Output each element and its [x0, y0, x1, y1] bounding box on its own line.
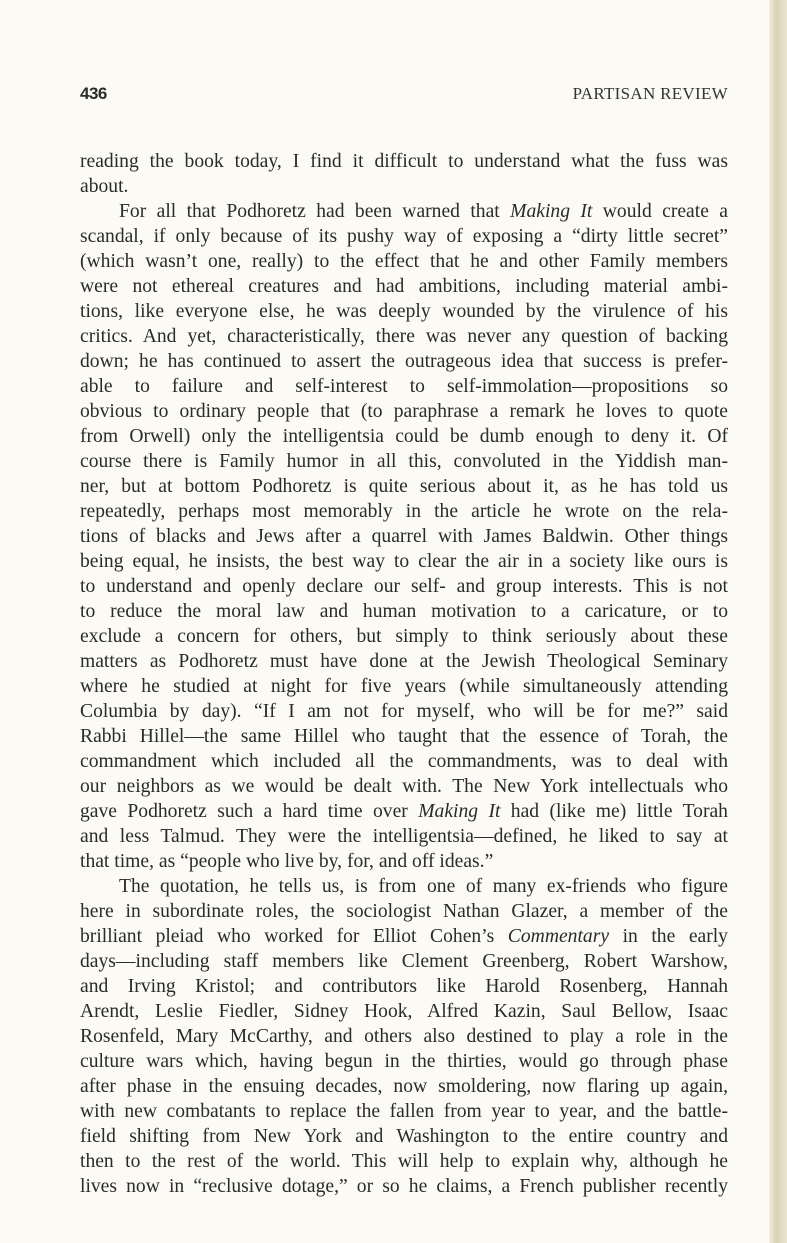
text-line [80, 849, 728, 874]
text-line [80, 224, 728, 249]
text-line [80, 274, 728, 299]
text-line [80, 974, 728, 999]
text-line [80, 299, 728, 324]
text-segment: gave Podhoretz such a hard time over [80, 801, 419, 822]
text-line [80, 1174, 728, 1199]
text-line [80, 399, 728, 424]
text-segment: to reduce the moral law and human motivation to a caricature, or to [80, 601, 728, 622]
text-segment: (which wasn’t one, really) to the effect that he and other Family members [80, 251, 728, 272]
text-line [80, 1049, 728, 1074]
text-line [80, 324, 728, 349]
text-line [80, 949, 728, 974]
text-segment: down; he has continued to assert the outrageous idea that success is prefer- [80, 351, 728, 372]
text-segment: culture wars which, having begun in the thirties, would go through phase [80, 1051, 728, 1072]
text-segment: reading the book today, I find it difficult to understand what the fuss was [80, 151, 728, 172]
text-segment: Columbia by day). “If I am not for myself, who will be for me?” said [80, 701, 728, 722]
text-line [80, 749, 728, 774]
text-line [80, 249, 728, 274]
text-segment: For all that Podhoretz had been warned that [119, 201, 511, 222]
text-segment: then to the rest of the world. This will help to explain why, although he [80, 1151, 728, 1172]
text-segment: lives now in “reclusive dotage,” or so he claims, a French publisher recently [80, 1176, 728, 1197]
text-segment: had (like me) little Torah [500, 801, 728, 822]
running-head: PARTISAN REVIEW [572, 84, 728, 103]
text-line [80, 649, 728, 674]
text-line [80, 1024, 728, 1049]
text-segment: in the early [609, 926, 728, 947]
text-line [80, 824, 728, 849]
text-segment: after phase in the ensuing decades, now smoldering, now flaring up again, [80, 1076, 728, 1097]
text-line [80, 924, 728, 949]
text-line [80, 424, 728, 449]
text-line [80, 1074, 728, 1099]
text-line [80, 899, 728, 924]
text-segment: field shifting from New York and Washington to the entire country and [80, 1126, 728, 1147]
text-line [80, 574, 728, 599]
text-line [80, 999, 728, 1024]
text-line [80, 449, 728, 474]
text-segment: where he studied at night for five years (while simultaneously attending [80, 676, 728, 697]
text-line [80, 174, 728, 199]
text-segment: The quotation, he tells us, is from one of many ex-friends who figure [119, 876, 728, 897]
text-segment: able to failure and self-interest to self-immolation—propositions so [80, 376, 728, 397]
text-line [80, 549, 728, 574]
text-segment: being equal, he insists, the best way to clear the air in a society like ours is [80, 551, 728, 572]
text-segment: tions, like everyone else, he was deeply wounded by the virulence of his [80, 301, 728, 322]
text-segment: matters as Podhoretz must have done at the Jewish Theological Seminary [80, 651, 728, 672]
text-segment: with new combatants to replace the fallen from year to year, and the battle- [80, 1101, 728, 1122]
text-segment: about. [80, 176, 129, 197]
text-line [80, 149, 728, 174]
italic-title: Making It [418, 801, 501, 822]
text-segment: from Orwell) only the intelligentsia could be dumb enough to deny it. Of [80, 426, 728, 447]
text-segment: course there is Family humor in all this, convoluted in the Yiddish man- [80, 451, 728, 472]
text-line [80, 674, 728, 699]
italic-title: Making It [510, 201, 593, 222]
text-line [80, 624, 728, 649]
text-line [80, 1149, 728, 1174]
text-segment: scandal, if only because of its pushy way of exposing a “dirty little secret” [80, 226, 728, 247]
text-segment: and Irving Kristol; and contributors like Harold Rosenberg, Hannah [80, 976, 728, 997]
text-segment: were not ethereal creatures and had ambitions, including material ambi- [80, 276, 728, 297]
text-segment: Rabbi Hillel—the same Hillel who taught that the essence of Torah, the [80, 726, 728, 747]
text-line [80, 874, 728, 899]
text-line [80, 1124, 728, 1149]
text-segment: brilliant pleiad who worked for Elliot Cohen’s [80, 926, 508, 947]
text-line [80, 699, 728, 724]
text-segment: to understand and openly declare our self- and group interests. This is not [80, 576, 728, 597]
text-line [80, 374, 728, 399]
text-line [80, 349, 728, 374]
text-segment: Arendt, Leslie Fiedler, Sidney Hook, Alfred Kazin, Saul Bellow, Isaac [80, 1001, 728, 1022]
page-edge-shadow [769, 0, 787, 1243]
text-line [80, 799, 728, 824]
text-segment: Rosenfeld, Mary McCarthy, and others also destined to play a role in the [80, 1026, 728, 1047]
text-segment: here in subordinate roles, the sociologist Nathan Glazer, a member of the [80, 901, 728, 922]
text-segment: our neighbors as we would be dealt with. The New York intellectuals who [80, 776, 728, 797]
text-segment: critics. And yet, characteristically, there was never any question of backing [80, 326, 728, 347]
text-line [80, 499, 728, 524]
text-segment: tions of blacks and Jews after a quarrel with James Baldwin. Other things [80, 526, 728, 547]
text-segment: ner, but at bottom Podhoretz is quite serious about it, as he has told us [80, 476, 728, 497]
text-segment: would create a [592, 201, 728, 222]
text-line [80, 474, 728, 499]
text-segment: and less Talmud. They were the intelligentsia—defined, he liked to say at [80, 826, 728, 847]
text-line [80, 1099, 728, 1124]
text-segment: days—including staff members like Clement Greenberg, Robert Warshow, [80, 951, 728, 972]
page-number: 436 [80, 84, 107, 103]
italic-title: Commentary [507, 926, 610, 947]
text-line [80, 199, 728, 224]
body-text [80, 149, 728, 1199]
text-segment: that time, as “people who live by, for, and off ideas.” [80, 851, 494, 872]
text-line [80, 724, 728, 749]
text-line [80, 774, 728, 799]
text-segment: repeatedly, perhaps most memorably in the article he wrote on the rela- [80, 501, 728, 522]
text-line [80, 524, 728, 549]
text-segment: obvious to ordinary people that (to paraphrase a remark he loves to quote [80, 401, 728, 422]
text-segment: commandment which included all the commandments, was to deal with [80, 751, 728, 772]
text-segment: exclude a concern for others, but simply to think seriously about these [80, 626, 728, 647]
text-line [80, 599, 728, 624]
